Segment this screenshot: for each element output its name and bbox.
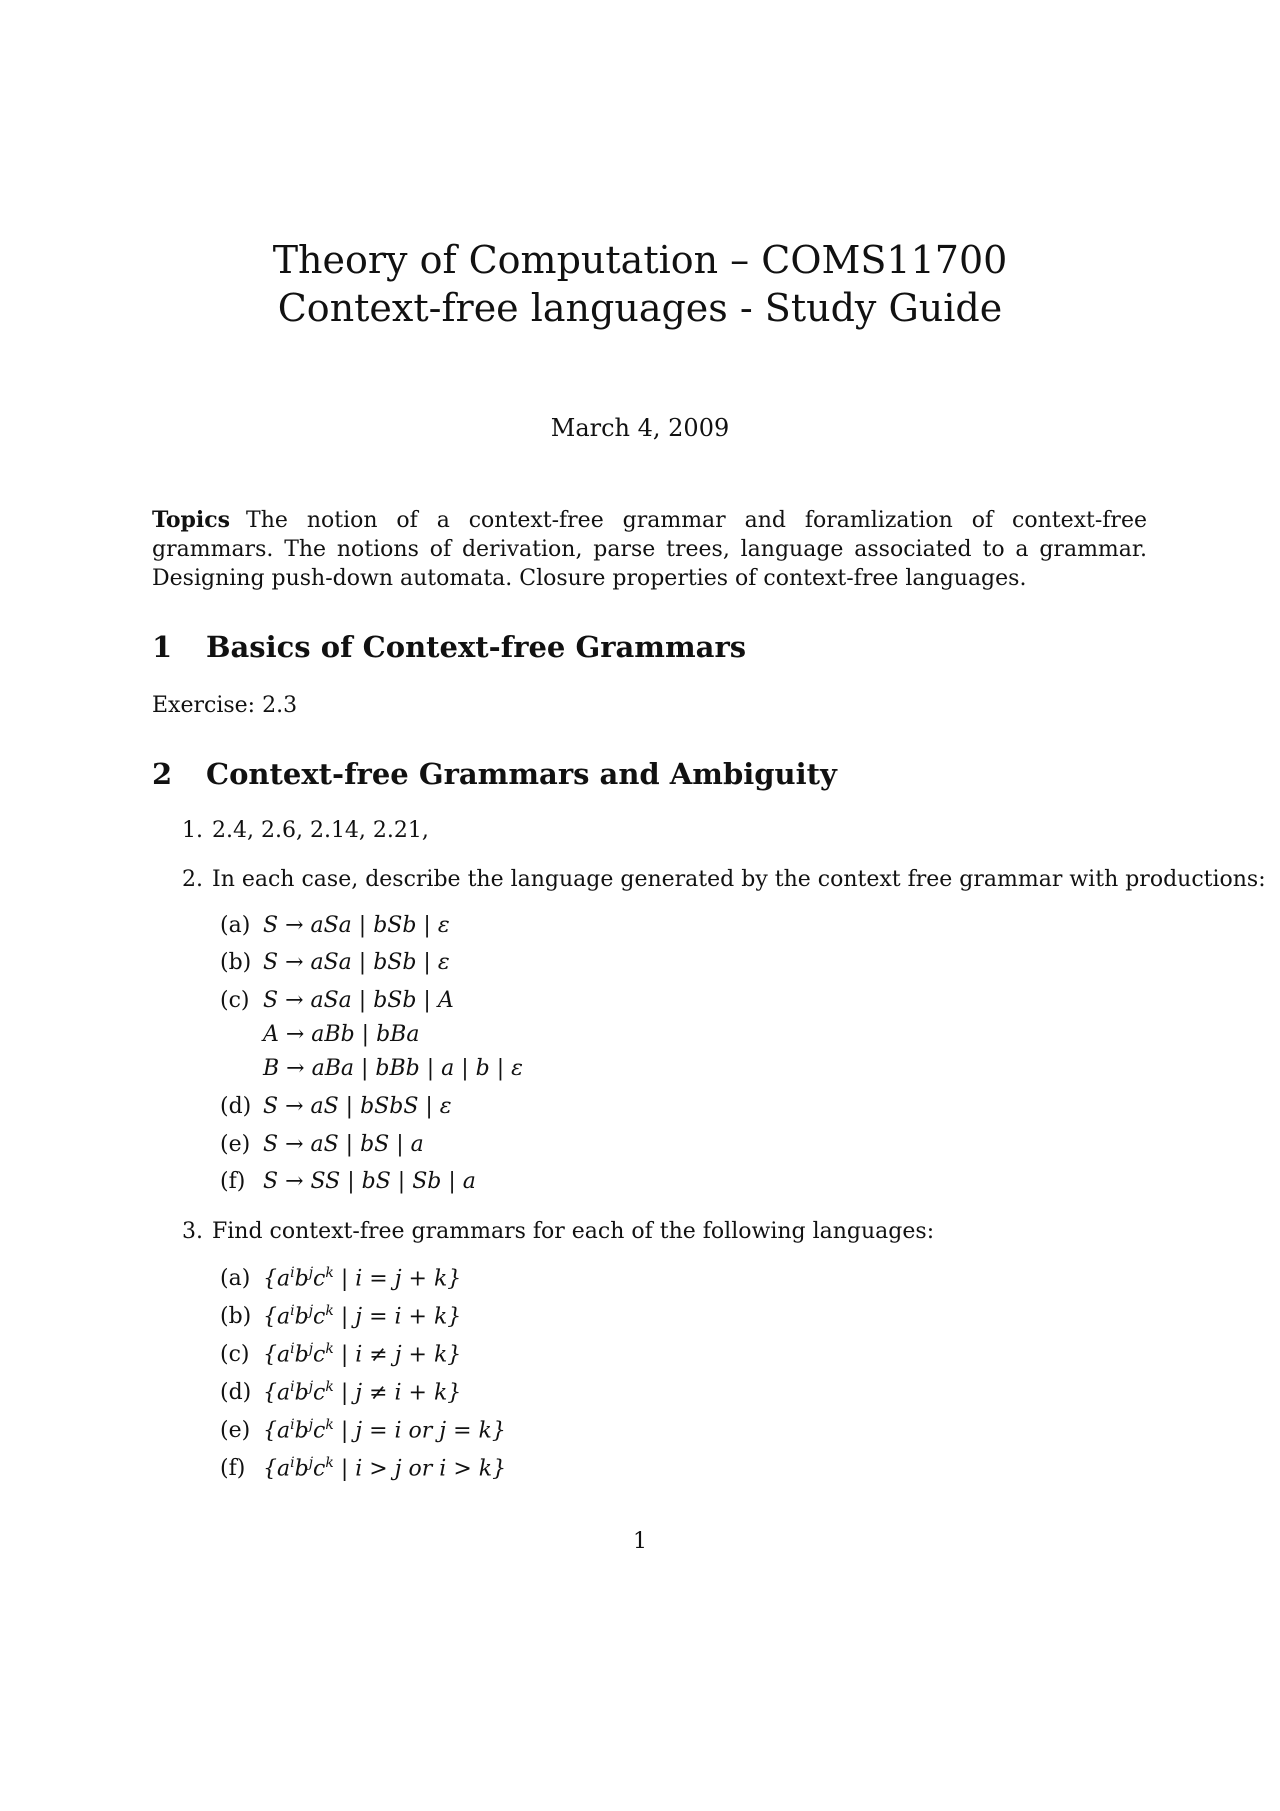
list-item-1-text: 2.4, 2.6, 2.14, 2.21, bbox=[212, 818, 429, 843]
list-item-3 bbox=[182, 1219, 934, 1244]
topics-label: Topics bbox=[152, 507, 231, 533]
list-item-2-number: 2. bbox=[182, 867, 203, 892]
language-item-e: (e) {$a^ib^jc^k$ | j = i or j = k} bbox=[220, 1417, 506, 1444]
topics-text: The notion of a context-free grammar and foramlization of context-free grammars. The notions of derivation, parse trees, language associated to a grammar. Designing push-down automata. Closure properties of context-free languages. bbox=[152, 508, 1147, 591]
section-1-title: Basics of Context-free Grammars bbox=[206, 630, 747, 664]
document-title-line1: Theory of Computation – COMS11700 bbox=[272, 238, 1008, 282]
grammar-item-d: (d) S → aS | bSbS | ε bbox=[220, 1094, 452, 1119]
list-item-1 bbox=[182, 818, 429, 843]
grammar-item-b: (b) S → aSa | bSb | ε bbox=[220, 950, 450, 975]
section-1-heading bbox=[152, 630, 746, 664]
list-item-3-text: Find context-free grammars for each of the following languages: bbox=[212, 1219, 935, 1244]
language-item-d: (d) {$a^ib^jc^k$ | j ≠ i + k} bbox=[220, 1379, 462, 1406]
list-item-2 bbox=[182, 867, 1266, 892]
section-1-exercise: Exercise: 2.3 bbox=[152, 693, 298, 718]
section-2-title: Context-free Grammars and Ambiguity bbox=[206, 757, 837, 791]
grammar-item-f: (f) S → SS | bS | Sb | a bbox=[220, 1169, 476, 1194]
topics-paragraph bbox=[152, 506, 1147, 593]
language-item-f: (f) {$a^ib^jc^k$ | i > j or i > k} bbox=[220, 1455, 507, 1482]
grammar-item-e: (e) S → aS | bS | a bbox=[220, 1132, 424, 1157]
document-title-line2: Context-free languages - Study Guide bbox=[277, 286, 1003, 330]
list-item-2-text: In each case, describe the language generated by the context free grammar with productions: bbox=[212, 867, 1266, 892]
grammar-item-c: (c) S → aSa | bSb | A bbox=[220, 988, 454, 1013]
section-1-number: 1 bbox=[152, 630, 173, 664]
document-date: March 4, 2009 bbox=[550, 414, 730, 442]
list-item-1-number: 1. bbox=[182, 818, 203, 843]
page-number: 1 bbox=[633, 1529, 647, 1554]
language-item-c: (c) {$a^ib^jc^k$ | i ≠ j + k} bbox=[220, 1341, 462, 1368]
language-item-b: (b) {$a^ib^jc^k$ | j = i + k} bbox=[220, 1303, 462, 1330]
language-item-a: (a) {$a^ib^jc^k$ | i = j + k} bbox=[220, 1265, 462, 1292]
section-2-heading bbox=[152, 757, 837, 791]
section-2-number: 2 bbox=[152, 757, 173, 791]
list-item-3-number: 3. bbox=[182, 1219, 203, 1244]
grammar-item-a: (a) S → aSa | bSb | ε bbox=[220, 913, 450, 938]
grammar-item-c-line2: A → aBb | bBa bbox=[263, 1022, 420, 1047]
grammar-item-c-line3: B → aBa | bBb | a | b | ε bbox=[263, 1056, 523, 1081]
